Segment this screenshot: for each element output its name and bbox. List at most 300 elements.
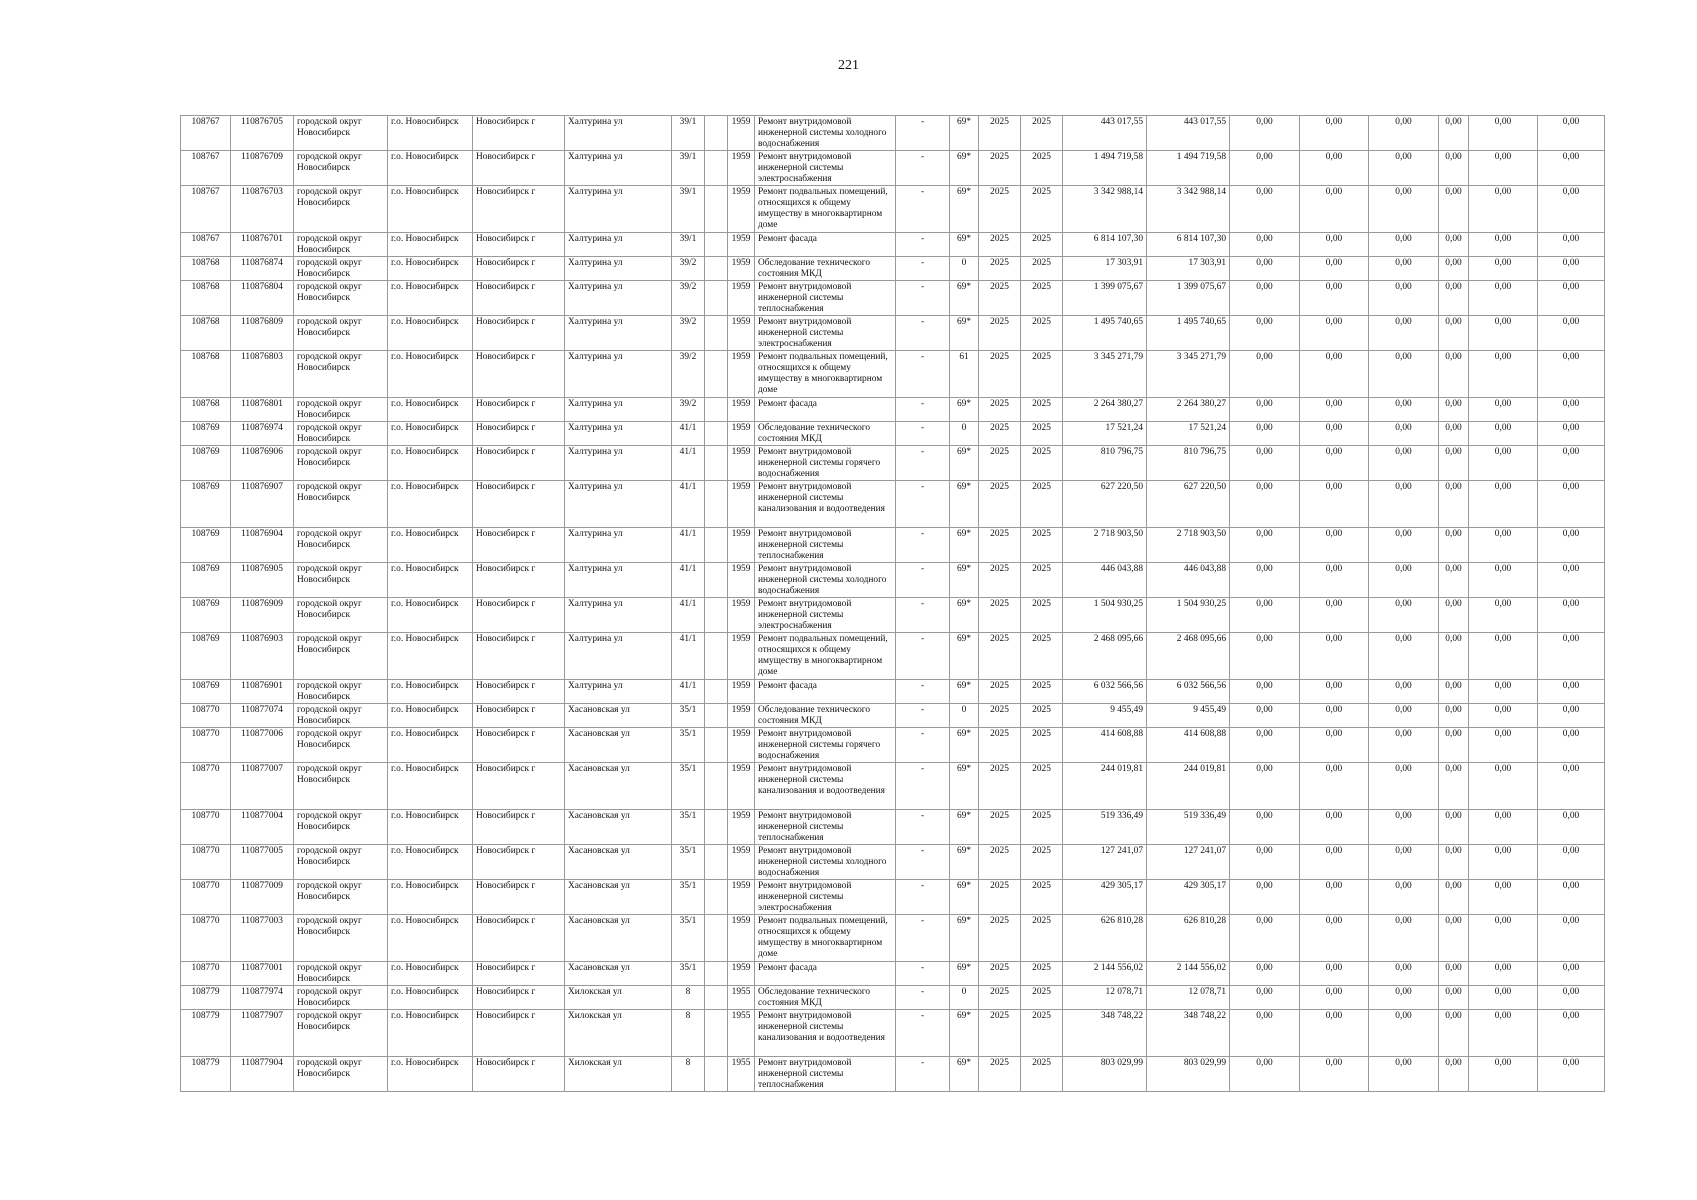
cell-work-id: 110877001: [231, 962, 294, 986]
cell-cost-regional-budget: 0,00: [1300, 1010, 1369, 1057]
cell-plan-year-end: 2025: [1021, 398, 1063, 422]
cell-year-built: 1959: [728, 962, 755, 986]
table-row: [181, 446, 1605, 481]
cell-plan-year-start: 2025: [979, 151, 1021, 186]
cell-object-id: 108769: [181, 563, 231, 598]
cell-cost-local-budget: 0,00: [1369, 446, 1439, 481]
cell-wear-percent: 69*: [950, 728, 979, 763]
cell-municipality: городской округ Новосибирск: [294, 422, 388, 446]
cell-work-id: 110876909: [231, 598, 294, 633]
cell-work-id: 110876701: [231, 233, 294, 257]
cell-work-id: 110876905: [231, 563, 294, 598]
cell-locality: Новосибирск г: [473, 598, 565, 633]
cell-municipality: городской округ Новосибирск: [294, 704, 388, 728]
cell-year-built: 1959: [728, 257, 755, 281]
cell-plan-year-start: 2025: [979, 233, 1021, 257]
cell-cost-regional-budget: 0,00: [1300, 680, 1369, 704]
cell-house-number: 35/1: [672, 915, 705, 962]
cell-house-number: 39/1: [672, 151, 705, 186]
cell-wear-percent: 69*: [950, 763, 979, 810]
cell-work-type: Обследование технического состояния МКД: [755, 986, 896, 1010]
cell-municipality: городской округ Новосибирск: [294, 880, 388, 915]
cell-street: Халтурина ул: [565, 233, 672, 257]
cell-cost-regional-fund: 627 220,50: [1147, 481, 1230, 528]
cell-work-type: Ремонт внутридомовой инженерной системы горячего водоснабжения: [755, 446, 896, 481]
cell-cost-local-budget: 0,00: [1369, 528, 1439, 563]
cell-cost-regional-budget: 0,00: [1300, 116, 1369, 151]
cell-plan-year-start: 2025: [979, 116, 1021, 151]
cell-cost-other: 0,00: [1469, 233, 1538, 257]
cell-total-cost: 443 017,55: [1063, 116, 1147, 151]
cell-cost-regional-budget: 0,00: [1300, 528, 1369, 563]
cell-house-number: 8: [672, 1057, 705, 1092]
cell-cost-local-budget: 0,00: [1369, 962, 1439, 986]
cell-locality: Новосибирск г: [473, 633, 565, 680]
cell-building: [705, 962, 728, 986]
cell-cost-federal: 0,00: [1230, 986, 1300, 1010]
cell-cost-reserve: 0,00: [1538, 845, 1605, 880]
cell-urban-district: г.о. Новосибирск: [388, 528, 473, 563]
cell-work-type: Ремонт внутридомовой инженерной системы холодного водоснабжения: [755, 845, 896, 880]
table-row: [181, 116, 1605, 151]
cell-cost-regional-budget: 0,00: [1300, 598, 1369, 633]
cell-cost-regional-fund: 1 494 719,58: [1147, 151, 1230, 186]
cell-street: Хилокская ул: [565, 1010, 672, 1057]
cell-object-id: 108769: [181, 528, 231, 563]
cell-building: [705, 481, 728, 528]
cell-house-number: 35/1: [672, 962, 705, 986]
cell-cost-local-budget: 0,00: [1369, 257, 1439, 281]
cell-placeholder-dash: -: [896, 563, 950, 598]
cell-object-id: 108769: [181, 446, 231, 481]
cell-urban-district: г.о. Новосибирск: [388, 257, 473, 281]
cell-municipality: городской округ Новосибирск: [294, 962, 388, 986]
cell-cost-local-budget: 0,00: [1369, 316, 1439, 351]
cell-plan-year-end: 2025: [1021, 151, 1063, 186]
cell-cost-local-budget: 0,00: [1369, 845, 1439, 880]
cell-cost-local-budget: 0,00: [1369, 986, 1439, 1010]
cell-house-number: 41/1: [672, 528, 705, 563]
cell-work-type: Ремонт подвальных помещений, относящихся к общему имуществу в многоквартирном доме: [755, 351, 896, 398]
cell-plan-year-start: 2025: [979, 763, 1021, 810]
cell-object-id: 108770: [181, 845, 231, 880]
cell-total-cost: 1 399 075,67: [1063, 281, 1147, 316]
cell-placeholder-dash: -: [896, 281, 950, 316]
table-row: [181, 151, 1605, 186]
cell-urban-district: г.о. Новосибирск: [388, 763, 473, 810]
cell-house-number: 35/1: [672, 704, 705, 728]
cell-cost-local-budget: 0,00: [1369, 763, 1439, 810]
cell-cost-local-budget: 0,00: [1369, 704, 1439, 728]
cell-cost-regional-fund: 443 017,55: [1147, 116, 1230, 151]
cell-plan-year-start: 2025: [979, 186, 1021, 233]
cell-locality: Новосибирск г: [473, 1010, 565, 1057]
cell-cost-owners: 0,00: [1439, 481, 1469, 528]
cell-plan-year-start: 2025: [979, 633, 1021, 680]
table-row: [181, 186, 1605, 233]
cell-year-built: 1959: [728, 422, 755, 446]
cell-work-type: Ремонт подвальных помещений, относящихся к общему имуществу в многоквартирном доме: [755, 186, 896, 233]
cell-street: Халтурина ул: [565, 422, 672, 446]
cell-plan-year-start: 2025: [979, 422, 1021, 446]
cell-urban-district: г.о. Новосибирск: [388, 281, 473, 316]
table-row: [181, 986, 1605, 1010]
cell-street: Хасановская ул: [565, 915, 672, 962]
cell-house-number: 39/1: [672, 186, 705, 233]
cell-locality: Новосибирск г: [473, 316, 565, 351]
cell-total-cost: 810 796,75: [1063, 446, 1147, 481]
cell-total-cost: 626 810,28: [1063, 915, 1147, 962]
cell-locality: Новосибирск г: [473, 528, 565, 563]
cell-work-id: 110876709: [231, 151, 294, 186]
cell-object-id: 108767: [181, 233, 231, 257]
cell-cost-federal: 0,00: [1230, 563, 1300, 598]
cell-cost-regional-fund: 3 345 271,79: [1147, 351, 1230, 398]
cell-wear-percent: 69*: [950, 116, 979, 151]
cell-cost-other: 0,00: [1469, 962, 1538, 986]
cell-cost-regional-fund: 519 336,49: [1147, 810, 1230, 845]
cell-locality: Новосибирск г: [473, 728, 565, 763]
cell-municipality: городской округ Новосибирск: [294, 845, 388, 880]
cell-municipality: городской округ Новосибирск: [294, 986, 388, 1010]
cell-cost-reserve: 0,00: [1538, 598, 1605, 633]
cell-cost-reserve: 0,00: [1538, 1010, 1605, 1057]
cell-plan-year-end: 2025: [1021, 704, 1063, 728]
table-row: [181, 281, 1605, 316]
table-row: [181, 598, 1605, 633]
cell-cost-other: 0,00: [1469, 563, 1538, 598]
cell-cost-federal: 0,00: [1230, 704, 1300, 728]
cell-cost-other: 0,00: [1469, 728, 1538, 763]
cell-work-id: 110877074: [231, 704, 294, 728]
cell-locality: Новосибирск г: [473, 1057, 565, 1092]
cell-year-built: 1959: [728, 481, 755, 528]
cell-cost-reserve: 0,00: [1538, 1057, 1605, 1092]
cell-cost-regional-fund: 429 305,17: [1147, 880, 1230, 915]
cell-plan-year-end: 2025: [1021, 481, 1063, 528]
cell-cost-federal: 0,00: [1230, 728, 1300, 763]
cell-total-cost: 429 305,17: [1063, 880, 1147, 915]
cell-cost-regional-budget: 0,00: [1300, 915, 1369, 962]
cell-placeholder-dash: -: [896, 116, 950, 151]
table-row: [181, 880, 1605, 915]
cell-year-built: 1959: [728, 880, 755, 915]
cell-cost-reserve: 0,00: [1538, 528, 1605, 563]
cell-object-id: 108767: [181, 151, 231, 186]
cell-municipality: городской округ Новосибирск: [294, 481, 388, 528]
cell-street: Халтурина ул: [565, 186, 672, 233]
cell-cost-owners: 0,00: [1439, 351, 1469, 398]
cell-urban-district: г.о. Новосибирск: [388, 151, 473, 186]
cell-cost-regional-budget: 0,00: [1300, 1057, 1369, 1092]
cell-year-built: 1959: [728, 598, 755, 633]
table-row: [181, 845, 1605, 880]
cell-cost-regional-budget: 0,00: [1300, 763, 1369, 810]
cell-object-id: 108770: [181, 880, 231, 915]
cell-work-type: Ремонт внутридомовой инженерной системы теплоснабжения: [755, 281, 896, 316]
cell-urban-district: г.о. Новосибирск: [388, 1057, 473, 1092]
cell-year-built: 1959: [728, 151, 755, 186]
cell-locality: Новосибирск г: [473, 986, 565, 1010]
cell-plan-year-start: 2025: [979, 962, 1021, 986]
cell-street: Халтурина ул: [565, 398, 672, 422]
table-row: [181, 680, 1605, 704]
cell-building: [705, 528, 728, 563]
cell-house-number: 39/2: [672, 351, 705, 398]
cell-urban-district: г.о. Новосибирск: [388, 446, 473, 481]
table-row: [181, 633, 1605, 680]
cell-locality: Новосибирск г: [473, 481, 565, 528]
cell-cost-other: 0,00: [1469, 316, 1538, 351]
cell-cost-other: 0,00: [1469, 186, 1538, 233]
cell-cost-federal: 0,00: [1230, 763, 1300, 810]
cell-work-id: 110876804: [231, 281, 294, 316]
cell-wear-percent: 0: [950, 422, 979, 446]
cell-placeholder-dash: -: [896, 598, 950, 633]
table-body: [181, 116, 1605, 1092]
cell-building: [705, 633, 728, 680]
cell-placeholder-dash: -: [896, 398, 950, 422]
cell-work-id: 110877009: [231, 880, 294, 915]
cell-municipality: городской округ Новосибирск: [294, 316, 388, 351]
cell-locality: Новосибирск г: [473, 233, 565, 257]
cell-work-id: 110876974: [231, 422, 294, 446]
cell-work-id: 110877005: [231, 845, 294, 880]
cell-cost-regional-budget: 0,00: [1300, 633, 1369, 680]
cell-cost-other: 0,00: [1469, 1010, 1538, 1057]
cell-placeholder-dash: -: [896, 1057, 950, 1092]
cell-total-cost: 1 504 930,25: [1063, 598, 1147, 633]
cell-work-type: Ремонт внутридомовой инженерной системы электроснабжения: [755, 151, 896, 186]
cell-street: Халтурина ул: [565, 598, 672, 633]
cell-locality: Новосибирск г: [473, 151, 565, 186]
cell-municipality: городской округ Новосибирск: [294, 233, 388, 257]
cell-wear-percent: 69*: [950, 151, 979, 186]
cell-cost-owners: 0,00: [1439, 422, 1469, 446]
cell-building: [705, 257, 728, 281]
cell-cost-reserve: 0,00: [1538, 351, 1605, 398]
cell-cost-federal: 0,00: [1230, 422, 1300, 446]
cell-placeholder-dash: -: [896, 422, 950, 446]
cell-object-id: 108767: [181, 186, 231, 233]
cell-work-type: Ремонт внутридомовой инженерной системы электроснабжения: [755, 598, 896, 633]
cell-urban-district: г.о. Новосибирск: [388, 563, 473, 598]
cell-plan-year-start: 2025: [979, 810, 1021, 845]
cell-cost-regional-budget: 0,00: [1300, 986, 1369, 1010]
cell-plan-year-end: 2025: [1021, 281, 1063, 316]
cell-total-cost: 17 521,24: [1063, 422, 1147, 446]
cell-total-cost: 1 494 719,58: [1063, 151, 1147, 186]
cell-cost-local-budget: 0,00: [1369, 151, 1439, 186]
cell-plan-year-end: 2025: [1021, 528, 1063, 563]
cell-cost-regional-fund: 17 521,24: [1147, 422, 1230, 446]
cell-municipality: городской округ Новосибирск: [294, 528, 388, 563]
cell-wear-percent: 69*: [950, 1010, 979, 1057]
cell-cost-reserve: 0,00: [1538, 728, 1605, 763]
cell-plan-year-start: 2025: [979, 351, 1021, 398]
cell-placeholder-dash: -: [896, 986, 950, 1010]
cell-urban-district: г.о. Новосибирск: [388, 880, 473, 915]
cell-placeholder-dash: -: [896, 704, 950, 728]
cell-wear-percent: 69*: [950, 481, 979, 528]
cell-cost-federal: 0,00: [1230, 528, 1300, 563]
cell-plan-year-start: 2025: [979, 880, 1021, 915]
cell-cost-regional-fund: 626 810,28: [1147, 915, 1230, 962]
cell-cost-local-budget: 0,00: [1369, 563, 1439, 598]
cell-work-id: 110876705: [231, 116, 294, 151]
cell-year-built: 1955: [728, 986, 755, 1010]
cell-object-id: 108769: [181, 481, 231, 528]
cell-placeholder-dash: -: [896, 351, 950, 398]
cell-work-id: 110876901: [231, 680, 294, 704]
cell-year-built: 1959: [728, 233, 755, 257]
cell-cost-regional-budget: 0,00: [1300, 281, 1369, 316]
cell-work-id: 110876809: [231, 316, 294, 351]
cell-urban-district: г.о. Новосибирск: [388, 728, 473, 763]
cell-cost-regional-budget: 0,00: [1300, 446, 1369, 481]
table-row: [181, 728, 1605, 763]
cell-cost-federal: 0,00: [1230, 633, 1300, 680]
cell-cost-regional-budget: 0,00: [1300, 233, 1369, 257]
table-row: [181, 233, 1605, 257]
cell-cost-other: 0,00: [1469, 116, 1538, 151]
cell-urban-district: г.о. Новосибирск: [388, 680, 473, 704]
table-row: [181, 422, 1605, 446]
cell-plan-year-start: 2025: [979, 598, 1021, 633]
cell-street: Халтурина ул: [565, 680, 672, 704]
cell-object-id: 108768: [181, 257, 231, 281]
cell-cost-owners: 0,00: [1439, 810, 1469, 845]
cell-plan-year-start: 2025: [979, 1057, 1021, 1092]
cell-placeholder-dash: -: [896, 186, 950, 233]
cell-locality: Новосибирск г: [473, 422, 565, 446]
cell-cost-owners: 0,00: [1439, 680, 1469, 704]
cell-cost-federal: 0,00: [1230, 1057, 1300, 1092]
cell-urban-district: г.о. Новосибирск: [388, 1010, 473, 1057]
cell-house-number: 35/1: [672, 810, 705, 845]
cell-cost-local-budget: 0,00: [1369, 728, 1439, 763]
cell-cost-reserve: 0,00: [1538, 915, 1605, 962]
cell-plan-year-start: 2025: [979, 1010, 1021, 1057]
cell-work-type: Обследование технического состояния МКД: [755, 422, 896, 446]
cell-cost-reserve: 0,00: [1538, 633, 1605, 680]
cell-house-number: 39/2: [672, 316, 705, 351]
cell-work-type: Ремонт внутридомовой инженерной системы теплоснабжения: [755, 810, 896, 845]
cell-street: Халтурина ул: [565, 316, 672, 351]
cell-placeholder-dash: -: [896, 728, 950, 763]
table-row: [181, 351, 1605, 398]
cell-work-type: Ремонт подвальных помещений, относящихся к общему имуществу в многоквартирном доме: [755, 915, 896, 962]
cell-cost-owners: 0,00: [1439, 880, 1469, 915]
cell-wear-percent: 69*: [950, 186, 979, 233]
cell-object-id: 108769: [181, 598, 231, 633]
cell-plan-year-end: 2025: [1021, 810, 1063, 845]
cell-work-type: Ремонт внутридомовой инженерной системы теплоснабжения: [755, 1057, 896, 1092]
cell-cost-federal: 0,00: [1230, 351, 1300, 398]
cell-plan-year-end: 2025: [1021, 962, 1063, 986]
cell-cost-owners: 0,00: [1439, 598, 1469, 633]
cell-cost-other: 0,00: [1469, 351, 1538, 398]
cell-object-id: 108767: [181, 116, 231, 151]
cell-cost-regional-fund: 9 455,49: [1147, 704, 1230, 728]
cell-work-id: 110877907: [231, 1010, 294, 1057]
cell-total-cost: 803 029,99: [1063, 1057, 1147, 1092]
cell-municipality: городской округ Новосибирск: [294, 116, 388, 151]
cell-street: Халтурина ул: [565, 257, 672, 281]
cell-cost-owners: 0,00: [1439, 151, 1469, 186]
cell-cost-owners: 0,00: [1439, 962, 1469, 986]
cell-total-cost: 1 495 740,65: [1063, 316, 1147, 351]
cell-locality: Новосибирск г: [473, 680, 565, 704]
table-row: [181, 316, 1605, 351]
table-row: [181, 398, 1605, 422]
cell-cost-other: 0,00: [1469, 598, 1538, 633]
cell-cost-reserve: 0,00: [1538, 986, 1605, 1010]
cell-placeholder-dash: -: [896, 528, 950, 563]
cell-wear-percent: 69*: [950, 680, 979, 704]
cell-placeholder-dash: -: [896, 845, 950, 880]
cell-urban-district: г.о. Новосибирск: [388, 398, 473, 422]
cell-year-built: 1959: [728, 633, 755, 680]
cell-object-id: 108770: [181, 962, 231, 986]
cell-municipality: городской округ Новосибирск: [294, 281, 388, 316]
cell-year-built: 1959: [728, 528, 755, 563]
cell-house-number: 35/1: [672, 880, 705, 915]
cell-cost-owners: 0,00: [1439, 763, 1469, 810]
cell-cost-other: 0,00: [1469, 680, 1538, 704]
cell-work-type: Ремонт фасада: [755, 680, 896, 704]
cell-cost-local-budget: 0,00: [1369, 598, 1439, 633]
cell-house-number: 35/1: [672, 845, 705, 880]
cell-object-id: 108769: [181, 633, 231, 680]
cell-municipality: городской округ Новосибирск: [294, 151, 388, 186]
cell-urban-district: г.о. Новосибирск: [388, 351, 473, 398]
cell-cost-federal: 0,00: [1230, 151, 1300, 186]
cell-house-number: 41/1: [672, 422, 705, 446]
cell-municipality: городской округ Новосибирск: [294, 446, 388, 481]
cell-placeholder-dash: -: [896, 151, 950, 186]
cell-work-type: Ремонт внутридомовой инженерной системы канализования и водоотведения: [755, 763, 896, 810]
cell-plan-year-end: 2025: [1021, 422, 1063, 446]
cell-locality: Новосибирск г: [473, 257, 565, 281]
cell-municipality: городской округ Новосибирск: [294, 680, 388, 704]
cell-work-type: Ремонт внутридомовой инженерной системы канализования и водоотведения: [755, 481, 896, 528]
cell-plan-year-end: 2025: [1021, 763, 1063, 810]
cell-cost-regional-fund: 2 144 556,02: [1147, 962, 1230, 986]
cell-street: Хасановская ул: [565, 810, 672, 845]
cell-year-built: 1955: [728, 1057, 755, 1092]
cell-placeholder-dash: -: [896, 1010, 950, 1057]
cell-cost-owners: 0,00: [1439, 446, 1469, 481]
cell-cost-regional-budget: 0,00: [1300, 151, 1369, 186]
cell-urban-district: г.о. Новосибирск: [388, 704, 473, 728]
cell-cost-reserve: 0,00: [1538, 680, 1605, 704]
cell-plan-year-end: 2025: [1021, 986, 1063, 1010]
cell-locality: Новосибирск г: [473, 763, 565, 810]
cell-plan-year-start: 2025: [979, 680, 1021, 704]
cell-cost-other: 0,00: [1469, 481, 1538, 528]
cell-plan-year-start: 2025: [979, 316, 1021, 351]
cell-year-built: 1959: [728, 845, 755, 880]
cell-work-type: Ремонт внутридомовой инженерной системы электроснабжения: [755, 880, 896, 915]
cell-municipality: городской округ Новосибирск: [294, 563, 388, 598]
cell-municipality: городской округ Новосибирск: [294, 186, 388, 233]
cell-cost-regional-fund: 2 468 095,66: [1147, 633, 1230, 680]
cell-plan-year-end: 2025: [1021, 633, 1063, 680]
table-row: [181, 810, 1605, 845]
cell-cost-regional-fund: 2 264 380,27: [1147, 398, 1230, 422]
cell-house-number: 41/1: [672, 598, 705, 633]
